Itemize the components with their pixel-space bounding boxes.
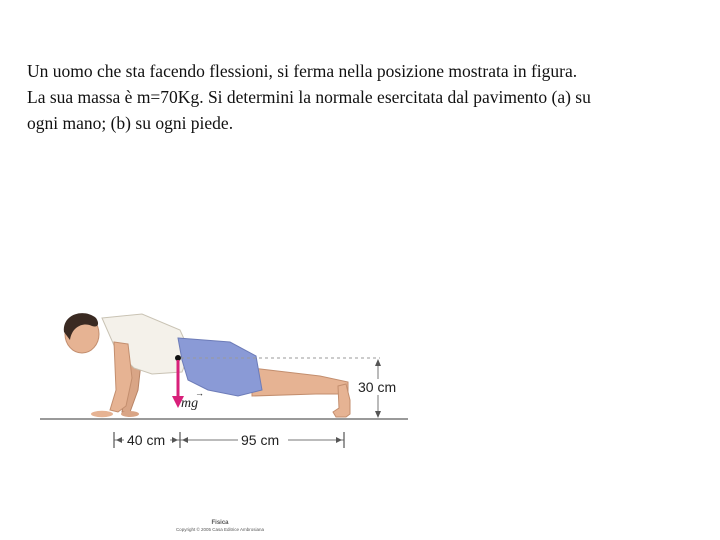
figure-caption bbox=[160, 520, 280, 533]
height-label: 30 cm bbox=[358, 379, 397, 395]
pushup-figure bbox=[30, 290, 420, 460]
hand-back bbox=[121, 411, 139, 417]
arrow-hands-left bbox=[116, 437, 122, 443]
weight-vector-arrow: → bbox=[195, 388, 204, 398]
weight-vector-label: mg bbox=[181, 396, 199, 411]
problem-line-2: La sua massa è m=70Kg. Si determini la normale esercitata dal pavimento (a) su bbox=[27, 87, 591, 107]
arrow-feet-left bbox=[182, 437, 188, 443]
dist-hands-label: 40 cm bbox=[127, 432, 166, 448]
caption-copyright: Copyright © 2005 Casa Editrice Ambrosiana bbox=[175, 527, 265, 532]
dist-feet-label: 95 cm bbox=[241, 432, 280, 448]
problem-statement bbox=[27, 58, 697, 136]
leg bbox=[252, 368, 348, 396]
height-arrow-top bbox=[375, 359, 381, 366]
problem-line-1: Un uomo che sta facendo flessioni, si ferma nella posizione mostrata in figura. bbox=[27, 61, 578, 81]
hand-front bbox=[91, 411, 113, 417]
arrow-hands-right bbox=[172, 437, 178, 443]
height-arrow-bottom bbox=[375, 411, 381, 418]
arrow-feet-right bbox=[336, 437, 342, 443]
shorts bbox=[178, 338, 262, 396]
caption-title: Fisica bbox=[211, 520, 229, 526]
problem-line-3: ogni mano; (b) su ogni piede. bbox=[27, 113, 234, 133]
